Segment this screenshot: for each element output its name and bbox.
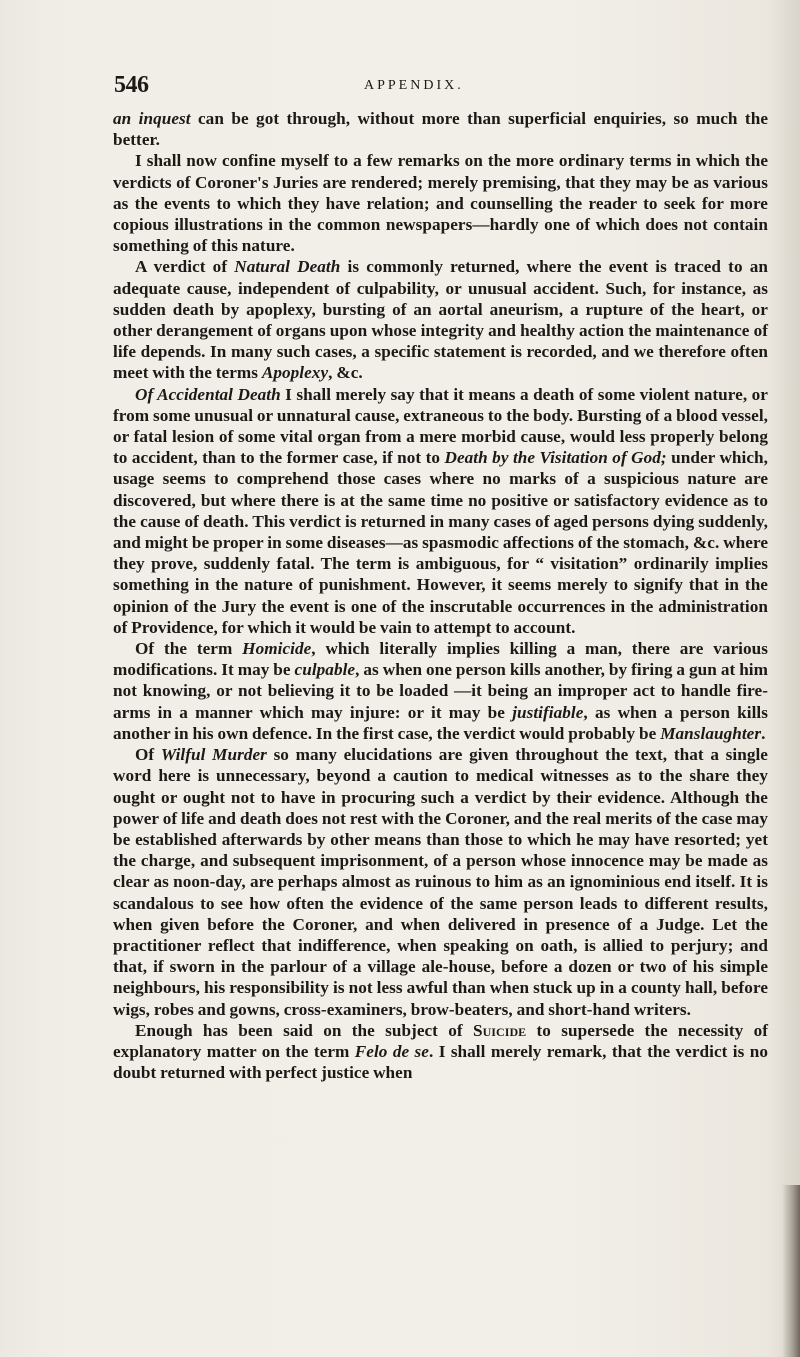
text-run: , as when a person kills another in his own defence. In the first case, the verdict would probably be xyxy=(113,702,768,743)
page-header xyxy=(114,72,764,102)
italic-term: Manslaughter xyxy=(660,723,762,743)
paragraph xyxy=(113,256,768,383)
italic-term: Felo de se xyxy=(354,1041,429,1061)
text-run: , &c. xyxy=(328,363,363,383)
italic-term: Of Accidental Death xyxy=(135,384,281,404)
text-run: under which, usage seems to comprehend those cases where no marks of a suspicious nature are discovered, but where there is at the same time no positive or satisfactory evidence as to the cause of death. This verdict is returned in many cases of aged persons dying suddenly, and might be proper in some diseases—as spasmodic affections of the stomach, &c. where they prove, suddenly fatal. The term is ambiguous, for “ visitation” ordinarily implies something in the nature of punishment. However, it seems merely to signify that in the opinion of the Jury the event is one of the inscrutable occurrences in the administration of Providence, for which it would be vain to attempt to account. xyxy=(113,448,768,637)
paragraph xyxy=(113,638,768,744)
page-number: 546 xyxy=(114,72,149,98)
italic-term: culpable xyxy=(294,660,356,680)
text-run: to supersede the necessity of explanatory matter on the term xyxy=(113,1020,768,1061)
text-run: so many elucidations are given throughout the text, that a single word here is unnecessary, beyond a caution to medical witnesses as to the share they ought or ought not to have in procuring such a verdict by their evidence. Although the power of life and death does not rest with the Coroner, and the real merits of the case may be established afterwards by other means than those to which he may have resorted; yet the charge, and subsequent imprisonment, of a person whose innocence may be made as clear as noon-day, are perhaps almost as ruinous to him as an ignominious end itself. It is scandalous to see how often the evidence of the same person leads to different results, when given before the Coroner, and when delivered in presence of a Judge. Let the practitioner reflect that indifference, when speaking on oath, is allied to perjury; and that, if sworn in the parlour of a village ale-house, before a dozen or two of his simple neighbours, his responsibility is not less awful than when stuck up in a county hall, before wigs, robes and gowns, cross-examiners, brow-beaters, and short-hand writers. xyxy=(113,745,768,1019)
paragraph xyxy=(113,1020,768,1084)
text-run: can be got through, without more than superficial enquiries, so much the better. xyxy=(113,109,768,150)
text-run: , as when one person kills another, by firing a gun at him not knowing, or not believing it to be loaded —it being an improper act to handle fire-arms in a manner which may injure: or it may be xyxy=(113,660,768,722)
paragraph xyxy=(113,384,768,638)
text-run: Enough has been said on the subject of xyxy=(135,1020,473,1040)
italic-term: Wilful Murder xyxy=(160,745,267,765)
italic-term: justifiable xyxy=(512,702,584,722)
text-run: I shall merely say that it means a death of some violent nature, or from some unusual or unnatural cause, extraneous to the body. Bursting of a blood vessel, or fatal lesion of some vital organ from a mere morbid cause, would less properly belong to accident, than to the former case, if not to xyxy=(113,384,768,468)
italic-term: Natural Death xyxy=(234,257,341,277)
italic-term: an inquest xyxy=(113,109,191,128)
running-head: APPENDIX. xyxy=(364,78,464,93)
text-run: , which literally implies killing a man, there are various modifications. It may be xyxy=(113,639,768,680)
italic-term: Death by the Visitation of God; xyxy=(444,448,667,468)
italic-term: Apoplexy xyxy=(261,363,329,383)
text-run: is commonly returned, where the event is traced to an adequate cause, independent of culpability, or unusual accident. Such, for instance, as sudden death by apoplexy, bursting of an aortal aneurism, a rupture of the heart, or other derangement of organs upon whose integrity and healthy action the maintenance of life depends. In many such cases, a specific statement is recorded, and we therefore often meet with the terms xyxy=(113,257,768,383)
paragraph xyxy=(113,744,768,1020)
text-run: Of the term xyxy=(135,639,243,659)
italic-term: Homicide xyxy=(242,639,312,659)
text-run: . I shall merely remark, that the verdict is no doubt returned with perfect justice when xyxy=(113,1041,768,1083)
page-edge-shadow xyxy=(782,1185,800,1357)
paragraph xyxy=(113,150,768,256)
text-run: . xyxy=(761,723,766,743)
smallcaps-term: Suicide xyxy=(472,1020,527,1040)
text-run: Of xyxy=(135,745,161,765)
body-text xyxy=(113,108,768,1083)
text-run: A verdict of xyxy=(135,257,235,277)
paragraph xyxy=(113,108,768,150)
text-run: I shall now confine myself to a few remarks on the more ordinary terms in which the verdicts of Coroner's Juries are rendered; merely premising, that they may be as various as the events to which they have relation; and counselling the reader to seek for more copious illustrations in the common newspapers—hardly one of which does not contain something of this nature. xyxy=(113,151,768,256)
